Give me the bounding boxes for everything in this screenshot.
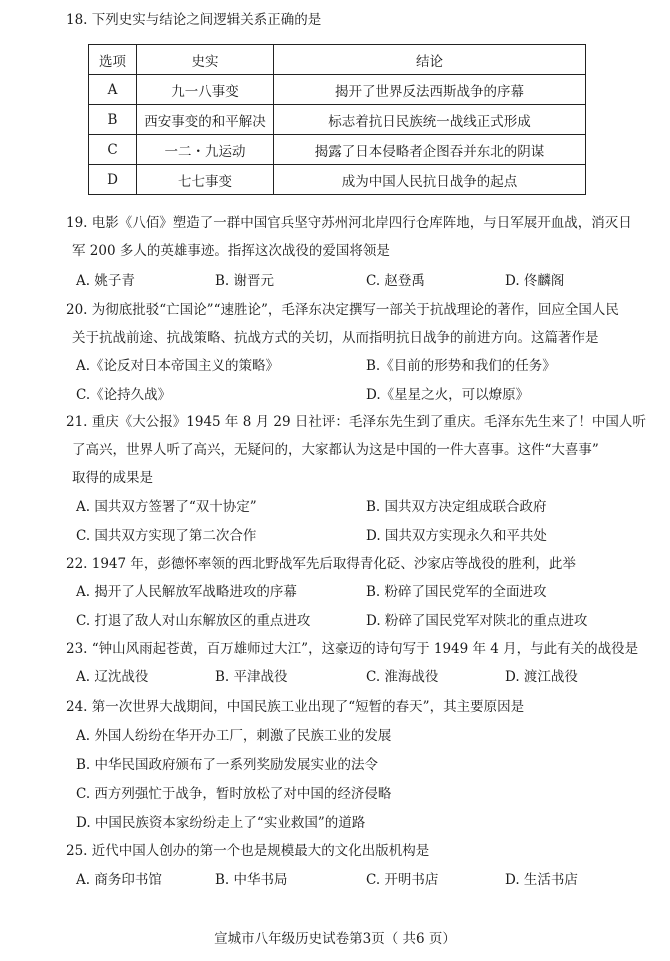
table-header-row xyxy=(89,45,586,75)
table-row xyxy=(89,135,586,165)
q25-option-c: C. 开明书店 xyxy=(366,872,439,888)
q24-option-b: B. 中华民国政府颁布了一系列奖励发展实业的法令 xyxy=(76,757,379,773)
q19-option-a: A. 姚子青 xyxy=(76,273,135,289)
q21-option-c: C. 国共双方实现了第二次合作 xyxy=(76,528,257,544)
q22-option-d: D. 粉碎了国民党军对陕北的重点进攻 xyxy=(366,613,588,629)
table-cell: 成为中国人民抗日战争的起点 xyxy=(274,165,586,195)
q21-stem-line2: 了高兴，世界人听了高兴，无疑问的，大家都认为这是中国的一件大喜事。这件“大喜事” xyxy=(72,442,599,458)
q21-option-b: B. 国共双方决定组成联合政府 xyxy=(366,499,547,515)
q24-option-a: A. 外国人纷纷在华开办工厂，刺激了民族工业的发展 xyxy=(76,728,392,744)
q25-option-d: D. 生活书店 xyxy=(505,872,578,888)
q25-stem: 25. 近代中国人创办的第一个也是规模最大的文化出版机构是 xyxy=(66,843,430,859)
q22-option-a: A. 揭开了人民解放军战略进攻的序幕 xyxy=(76,584,297,600)
table-cell: 七七事变 xyxy=(137,165,274,195)
table-header: 结论 xyxy=(274,45,586,75)
table-header: 史实 xyxy=(137,45,274,75)
q22-option-b: B. 粉碎了国民党军的全面进攻 xyxy=(366,584,547,600)
q23-stem: 23. “钟山风雨起苍黄，百万雄师过大江”，这豪迈的诗句写于 1949 年 4 月，与此有关的战役是 xyxy=(66,641,639,657)
q21-stem-line1: 21. 重庆《大公报》1945 年 8 月 29 日社评：毛泽东先生到了重庆。毛泽东先生来了！中国人听 xyxy=(66,414,646,430)
q19-option-d: D. 佟麟阁 xyxy=(505,273,565,289)
q19-option-c: C. 赵登禹 xyxy=(366,273,425,289)
table-cell: C xyxy=(89,135,137,165)
table-cell: 揭开了世界反法西斯战争的序幕 xyxy=(274,75,586,105)
table-cell: 九一八事变 xyxy=(137,75,274,105)
q19-stem-line2: 军 200 多人的英雄事迹。指挥这次战役的爱国将领是 xyxy=(72,243,390,259)
table-cell: A xyxy=(89,75,137,105)
q20-option-b: B.《目前的形势和我们的任务》 xyxy=(366,358,556,374)
table-cell: 一二・九运动 xyxy=(137,135,274,165)
q20-stem-line2: 关于抗战前途、抗战策略、抗战方式的关切，从而指明抗日战争的前进方向。这篇著作是 xyxy=(72,330,599,346)
q20-option-d: D.《星星之火，可以燎原》 xyxy=(366,387,530,403)
q23-option-a: A. 辽沈战役 xyxy=(76,669,149,685)
q24-option-c: C. 西方列强忙于战争，暂时放松了对中国的经济侵略 xyxy=(76,786,392,802)
table-cell: 标志着抗日民族统一战线正式形成 xyxy=(274,105,586,135)
q21-option-a: A. 国共双方签署了“双十协定” xyxy=(76,499,257,515)
q22-option-c: C. 打退了敌人对山东解放区的重点进攻 xyxy=(76,613,311,629)
q24-stem: 24. 第一次世界大战期间，中国民族工业出现了“短暂的春天”，其主要原因是 xyxy=(66,699,525,715)
table-row xyxy=(89,165,586,195)
q24-option-d: D. 中国民族资本家纷纷走上了“实业救国”的道路 xyxy=(76,815,366,831)
table-row xyxy=(89,105,586,135)
q19-option-b: B. 谢晋元 xyxy=(215,273,275,289)
q25-option-b: B. 中华书局 xyxy=(215,872,288,888)
table-cell: 揭露了日本侵略者企图吞并东北的阴谋 xyxy=(274,135,586,165)
q22-stem: 22. 1947 年，彭德怀率领的西北野战军先后取得青化砭、沙家店等战役的胜利，此举 xyxy=(66,556,576,572)
q21-option-d: D. 国共双方实现永久和平共处 xyxy=(366,528,547,544)
q23-option-c: C. 淮海战役 xyxy=(366,669,439,685)
table-cell: B xyxy=(89,105,137,135)
q20-option-c: C.《论持久战》 xyxy=(76,387,172,403)
table-row xyxy=(89,75,586,105)
q18-table xyxy=(88,44,586,195)
table-cell: 西安事变的和平解决 xyxy=(137,105,274,135)
q18-stem: 18. 下列史实与结论之间逻辑关系正确的是 xyxy=(66,12,322,28)
q20-stem-line1: 20. 为彻底批驳“亡国论”“速胜论”，毛泽东决定撰写一部关于抗战理论的著作，回应全国人民 xyxy=(66,302,619,318)
q23-option-d: D. 渡江战役 xyxy=(505,669,578,685)
q19-stem-line1: 19. 电影《八佰》塑造了一群中国官兵坚守苏州河北岸四行仓库阵地，与日军展开血战，消灭日 xyxy=(66,215,632,231)
q25-option-a: A. 商务印书馆 xyxy=(76,872,162,888)
q23-option-b: B. 平津战役 xyxy=(215,669,288,685)
table-cell: D xyxy=(89,165,137,195)
page-footer: 宣城市八年级历史试卷第3页（ 共6 页） xyxy=(214,931,456,947)
table-header: 选项 xyxy=(89,45,137,75)
q20-option-a: A.《论反对日本帝国主义的策略》 xyxy=(76,358,280,374)
q21-stem-line3: 取得的成果是 xyxy=(72,470,153,486)
